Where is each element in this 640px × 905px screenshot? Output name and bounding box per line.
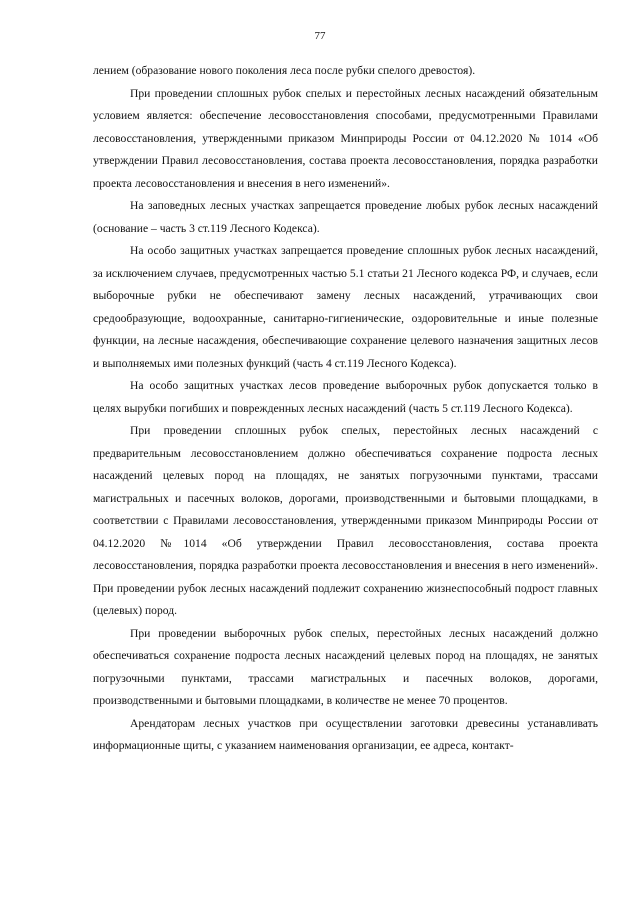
paragraph-special-protection-selective: На особо защитных участках лесов проведение выборочных рубок допускается только в целях вырубки погибших и поврежденных лесных насаждений (часть 5 ст.119 Лесного Кодекса). [93, 379, 598, 415]
paragraph-reserved-plots: На заповедных лесных участках запрещается проведение любых рубок лесных насаждений (основание – часть 3 ст.119 Лесного Кодекса). [93, 199, 598, 235]
paragraph-undergrowth-preservation-clear: При проведении сплошных рубок спелых, перестойных лесных насаждений с предварительным лесовосстановлением должно обеспечиваться сохранение подроста лесных насаждений целевых пород на площадях, не занятых погрузочными пунктами, трассами магистральных и пасечных волоков, дорогами, производственными и бытовыми площадками, в соответствии с Правилами лесовосстановления, утвержденными приказом Минприроды России от 04.12.2020 №1014 «Об утверждении Правил лесовосстановления, состава проекта лесовосстановления, порядка разработки проекта лесовосстановления и внесения в него изменений». При проведении рубок лесных насаждений подлежит сохранению жизнеспособный подрост главных (целевых) пород. [93, 424, 598, 617]
document-body [93, 60, 598, 758]
paragraph-clear-cutting-reforestation: При проведении сплошных рубок спелых и перестойных лесных насаждений обязательным условием является: обеспечение лесовосстановления способами, предусмотренными Правилами лесовосстановления, утвержденными приказом Минприроды России от 04.12.2020 № 1014 «Об утверждении Правил лесовосстановления, состава проекта лесовосстановления, порядка разработки проекта лесовосстановления и внесения в него изменений». [93, 86, 598, 190]
paragraph-undergrowth-preservation-selective: При проведении выборочных рубок спелых, перестойных лесных насаждений должно обеспечиваться сохранение подроста лесных насаждений целевых пород на площадях, не занятых погрузочными пунктами, трассами магистральных и пасечных волоков, дорогами, производственными и бытовыми площадками, в количестве не менее 70 процентов. [93, 626, 598, 707]
paragraph-continuation: лением (образование нового поколения леса после рубки спелого древостоя). [93, 64, 476, 77]
page-number: 77 [314, 30, 326, 42]
paragraph-information-boards: Арендаторам лесных участков при осуществлении заготовки древесины устанавливать информационные щиты, с указанием наименования организации, ее адреса, контакт- [93, 716, 598, 752]
paragraph-special-protection-clear-cutting: На особо защитных участках запрещается проведение сплошных рубок лесных насаждений, за исключением случаев, предусмотренных частью 5.1 статьи 21 Лесного кодекса РФ, и случаев, если выборочные рубки не обеспечивают замену лесных насаждений, утрачивающих свои средообразующие, водоохранные, санитарно-гигиенические, оздоровительные и иные полезные функции, на лесные насаждения, обеспечивающие сохранение целевого назначения защитных лесов и выполняемых ими полезных функций (часть 4 ст.119 Лесного Кодекса). [93, 244, 598, 370]
